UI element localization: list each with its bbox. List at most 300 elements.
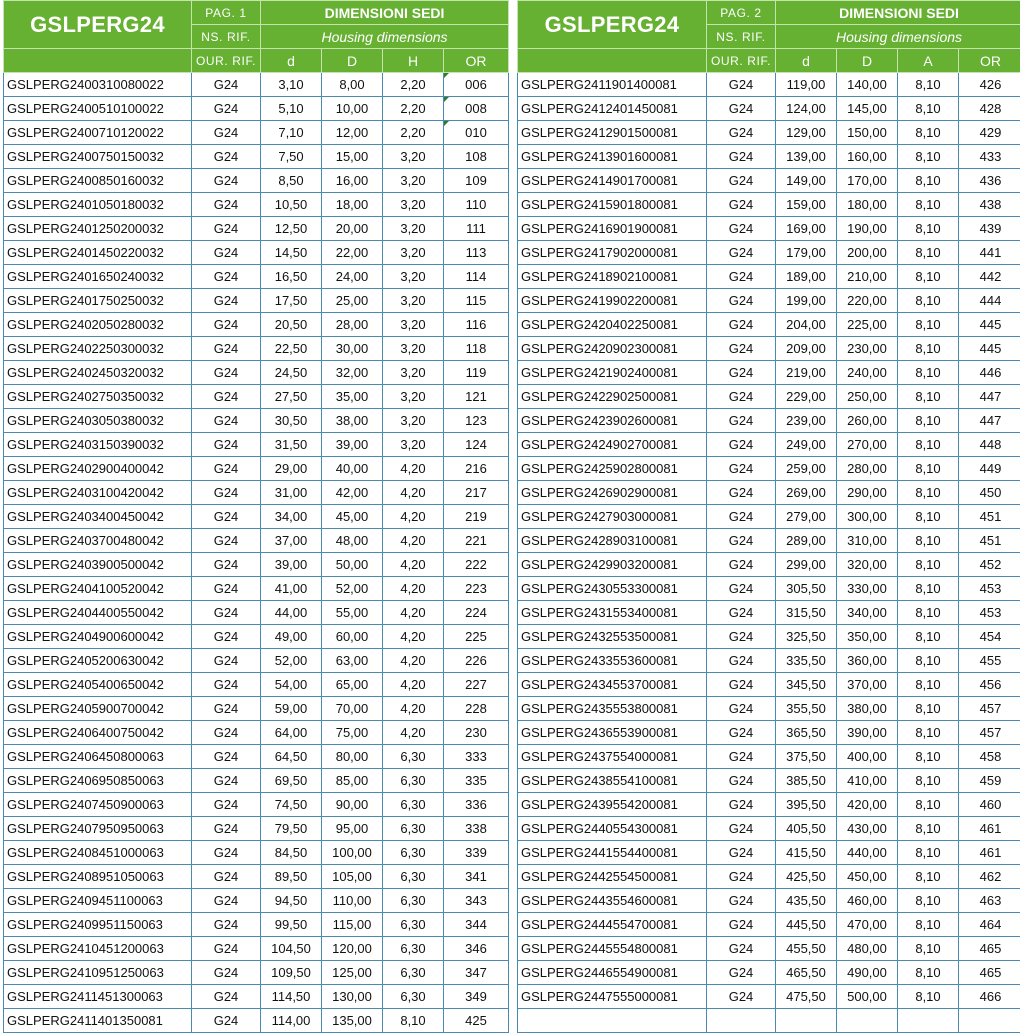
part-code-cell: GSLPERG2419902200081: [518, 289, 707, 313]
inner-diameter-cell: 30,50: [261, 409, 322, 433]
part-code-cell: GSLPERG2416901900081: [518, 217, 707, 241]
oring-cell: 426: [959, 73, 1020, 97]
table-row: [518, 697, 1020, 721]
outer-diameter-cell: 260,00: [837, 409, 898, 433]
outer-diameter-cell: 18,00: [322, 193, 383, 217]
part-code-cell: GSLPERG2427903000081: [518, 505, 707, 529]
table-row: [4, 889, 509, 913]
ref-cell: G24: [192, 649, 261, 673]
ref-cell: G24: [192, 73, 261, 97]
table-row: [518, 769, 1020, 793]
inner-diameter-cell: 7,50: [261, 145, 322, 169]
height-cell: 3,20: [383, 169, 444, 193]
height-cell: 8,10: [898, 97, 959, 121]
table-row: [518, 913, 1020, 937]
height-cell: 8,10: [898, 601, 959, 625]
oring-cell: 221: [444, 529, 509, 553]
ref-cell: G24: [707, 481, 776, 505]
table-row: [518, 169, 1020, 193]
outer-diameter-cell: 400,00: [837, 745, 898, 769]
oring-cell: 457: [959, 721, 1020, 745]
outer-diameter-cell: 42,00: [322, 481, 383, 505]
oring-cell: 465: [959, 937, 1020, 961]
inner-diameter-cell: 465,50: [776, 961, 837, 985]
part-code-cell: GSLPERG2428903100081: [518, 529, 707, 553]
table-row: [518, 553, 1020, 577]
height-cell: 2,20: [383, 73, 444, 97]
height-cell: 8,10: [898, 577, 959, 601]
height-cell: 3,20: [383, 409, 444, 433]
oring-cell: 428: [959, 97, 1020, 121]
left-table: [3, 0, 509, 1033]
height-cell: 6,30: [383, 961, 444, 985]
inner-diameter-cell: 375,50: [776, 745, 837, 769]
height-cell: 2,20: [383, 121, 444, 145]
inner-diameter-cell: 119,00: [776, 73, 837, 97]
height-cell: 3,20: [383, 193, 444, 217]
height-cell: 3,20: [383, 145, 444, 169]
table-row: [518, 385, 1020, 409]
inner-diameter-cell: 335,50: [776, 649, 837, 673]
oring-cell: 006: [444, 73, 509, 97]
right-table: [517, 0, 1020, 1033]
outer-diameter-cell: 230,00: [837, 337, 898, 361]
part-code-cell: GSLPERG2410451200063: [4, 937, 192, 961]
height-cell: 8,10: [898, 385, 959, 409]
outer-diameter-cell: 290,00: [837, 481, 898, 505]
ref-cell: G24: [192, 985, 261, 1009]
oring-cell: 460: [959, 793, 1020, 817]
oring-cell: 465: [959, 961, 1020, 985]
outer-diameter-cell: 380,00: [837, 697, 898, 721]
ref-cell: G24: [707, 577, 776, 601]
height-cell: 4,20: [383, 649, 444, 673]
table-row: [4, 217, 509, 241]
ref-cell: G24: [192, 505, 261, 529]
inner-diameter-cell: 395,50: [776, 793, 837, 817]
height-cell: 2,20: [383, 97, 444, 121]
housing-label: Housing dimensions: [261, 25, 509, 49]
outer-diameter-cell: 300,00: [837, 505, 898, 529]
oring-cell: 425: [444, 1009, 509, 1033]
ref-cell: G24: [192, 601, 261, 625]
ref-cell: G24: [192, 1009, 261, 1033]
oring-cell: 458: [959, 745, 1020, 769]
inner-diameter-cell: 14,50: [261, 241, 322, 265]
ref-cell: G24: [707, 241, 776, 265]
table-row: [518, 97, 1020, 121]
oring-cell: 459: [959, 769, 1020, 793]
ref-cell: G24: [707, 625, 776, 649]
inner-diameter-cell: 124,00: [776, 97, 837, 121]
ref-cell: G24: [707, 913, 776, 937]
outer-diameter-cell: 70,00: [322, 697, 383, 721]
part-code-cell: GSLPERG2409451100063: [4, 889, 192, 913]
oring-cell: 343: [444, 889, 509, 913]
ref-cell: G24: [707, 961, 776, 985]
part-code-cell: GSLPERG2446554900081: [518, 961, 707, 985]
inner-diameter-cell: 179,00: [776, 241, 837, 265]
part-code-cell: GSLPERG2402450320032: [4, 361, 192, 385]
table-row: [518, 865, 1020, 889]
inner-diameter-cell: 114,00: [261, 1009, 322, 1033]
ref-cell: G24: [192, 913, 261, 937]
outer-diameter-cell: 22,00: [322, 241, 383, 265]
ref-cell: G24: [707, 361, 776, 385]
ref-cell: G24: [707, 673, 776, 697]
outer-diameter-cell: 360,00: [837, 649, 898, 673]
outer-diameter-cell: 38,00: [322, 409, 383, 433]
oring-cell: 113: [444, 241, 509, 265]
part-code-cell: GSLPERG2432553500081: [518, 625, 707, 649]
inner-diameter-cell: 209,00: [776, 337, 837, 361]
col-header-a: A: [898, 49, 959, 73]
height-cell: 4,20: [383, 601, 444, 625]
part-code-cell: GSLPERG2407950950063: [4, 817, 192, 841]
inner-diameter-cell: 41,00: [261, 577, 322, 601]
ref-cell: G24: [707, 169, 776, 193]
ref-cell: G24: [192, 385, 261, 409]
part-code-cell: GSLPERG2431553400081: [518, 601, 707, 625]
ref-cell: G24: [707, 337, 776, 361]
outer-diameter-cell: 480,00: [837, 937, 898, 961]
oring-cell: 457: [959, 697, 1020, 721]
part-code-cell: GSLPERG2417902000081: [518, 241, 707, 265]
oring-cell: 008: [444, 97, 509, 121]
inner-diameter-cell: 99,50: [261, 913, 322, 937]
oring-cell: 341: [444, 865, 509, 889]
table-row: [518, 817, 1020, 841]
dimensions-title: DIMENSIONI SEDI: [261, 1, 509, 25]
table-row: [4, 193, 509, 217]
table-row: [518, 889, 1020, 913]
oring-cell: 444: [959, 289, 1020, 313]
outer-diameter-cell: 220,00: [837, 289, 898, 313]
table-row: [4, 721, 509, 745]
table-row: [4, 169, 509, 193]
height-cell: [898, 1009, 959, 1033]
inner-diameter-cell: 204,00: [776, 313, 837, 337]
oring-cell: 339: [444, 841, 509, 865]
inner-diameter-cell: 64,00: [261, 721, 322, 745]
inner-diameter-cell: 8,50: [261, 169, 322, 193]
height-cell: 8,10: [898, 769, 959, 793]
cell-comment-marker: [444, 121, 449, 126]
header-blank-cell: [518, 49, 707, 73]
part-code-cell: GSLPERG2407450900063: [4, 793, 192, 817]
part-code-cell: GSLPERG2404400550042: [4, 601, 192, 625]
ref-cell: G24: [707, 145, 776, 169]
part-code-cell: GSLPERG2401050180032: [4, 193, 192, 217]
table-row: [518, 793, 1020, 817]
part-code-cell: GSLPERG2410951250063: [4, 961, 192, 985]
ref-cell: G24: [192, 937, 261, 961]
oring-cell: 453: [959, 577, 1020, 601]
inner-diameter-cell: 299,00: [776, 553, 837, 577]
height-cell: 8,10: [898, 289, 959, 313]
table-row: [4, 841, 509, 865]
outer-diameter-cell: 170,00: [837, 169, 898, 193]
height-cell: 8,10: [898, 265, 959, 289]
part-code-cell: [518, 1009, 707, 1033]
height-cell: 8,10: [898, 313, 959, 337]
height-cell: 6,30: [383, 985, 444, 1009]
inner-diameter-cell: 29,00: [261, 457, 322, 481]
inner-diameter-cell: 20,50: [261, 313, 322, 337]
oring-cell: 450: [959, 481, 1020, 505]
table-row: [4, 481, 509, 505]
ref-cell: G24: [192, 121, 261, 145]
part-code-cell: GSLPERG2403400450042: [4, 505, 192, 529]
part-code-cell: GSLPERG2412901500081: [518, 121, 707, 145]
outer-diameter-cell: 95,00: [322, 817, 383, 841]
oring-cell: 227: [444, 673, 509, 697]
header-row-1: [4, 1, 509, 25]
inner-diameter-cell: 104,50: [261, 937, 322, 961]
inner-diameter-cell: 84,50: [261, 841, 322, 865]
table-row: [4, 697, 509, 721]
table-row: [4, 1009, 509, 1033]
oring-cell: 464: [959, 913, 1020, 937]
inner-diameter-cell: 31,00: [261, 481, 322, 505]
inner-diameter-cell: 59,00: [261, 697, 322, 721]
height-cell: 8,10: [898, 841, 959, 865]
inner-diameter-cell: 249,00: [776, 433, 837, 457]
part-code-cell: GSLPERG2415901800081: [518, 193, 707, 217]
ref-cell: G24: [707, 769, 776, 793]
height-cell: 6,30: [383, 937, 444, 961]
inner-diameter-cell: 315,50: [776, 601, 837, 625]
ref-cell: G24: [707, 841, 776, 865]
ref-cell: G24: [707, 265, 776, 289]
height-cell: 8,10: [898, 745, 959, 769]
height-cell: 8,10: [898, 433, 959, 457]
ns-rif-label: NS. RIF.: [707, 25, 776, 49]
part-code-cell: GSLPERG2400510100022: [4, 97, 192, 121]
table-row: [4, 601, 509, 625]
ref-cell: G24: [192, 337, 261, 361]
table-row: [518, 985, 1020, 1009]
table-row: [518, 289, 1020, 313]
table-row: [4, 313, 509, 337]
height-cell: 8,10: [898, 457, 959, 481]
height-cell: 8,10: [898, 817, 959, 841]
outer-diameter-cell: 500,00: [837, 985, 898, 1009]
part-code-cell: GSLPERG2420902300081: [518, 337, 707, 361]
table-row: [518, 433, 1020, 457]
ref-cell: G24: [192, 193, 261, 217]
inner-diameter-cell: 31,50: [261, 433, 322, 457]
part-code-cell: GSLPERG2421902400081: [518, 361, 707, 385]
outer-diameter-cell: 55,00: [322, 601, 383, 625]
oring-cell: 347: [444, 961, 509, 985]
inner-diameter-cell: 52,00: [261, 649, 322, 673]
outer-diameter-cell: 39,00: [322, 433, 383, 457]
height-cell: 8,10: [898, 697, 959, 721]
part-code-cell: GSLPERG2444554700081: [518, 913, 707, 937]
outer-diameter-cell: 8,00: [322, 73, 383, 97]
outer-diameter-cell: 190,00: [837, 217, 898, 241]
inner-diameter-cell: 229,00: [776, 385, 837, 409]
header-row-3: [4, 49, 509, 73]
height-cell: 6,30: [383, 769, 444, 793]
inner-diameter-cell: 425,50: [776, 865, 837, 889]
height-cell: 3,20: [383, 337, 444, 361]
oring-cell: 466: [959, 985, 1020, 1009]
inner-diameter-cell: 17,50: [261, 289, 322, 313]
outer-diameter-cell: 125,00: [322, 961, 383, 985]
part-code-cell: GSLPERG2408951050063: [4, 865, 192, 889]
ref-cell: G24: [707, 889, 776, 913]
table-row: [4, 745, 509, 769]
oring-cell: 333: [444, 745, 509, 769]
height-cell: 4,20: [383, 625, 444, 649]
outer-diameter-cell: 30,00: [322, 337, 383, 361]
oring-cell: 436: [959, 169, 1020, 193]
oring-cell: 442: [959, 265, 1020, 289]
ref-cell: G24: [192, 889, 261, 913]
part-code-cell: GSLPERG2402750350032: [4, 385, 192, 409]
outer-diameter-cell: 145,00: [837, 97, 898, 121]
part-code-cell: GSLPERG2405900700042: [4, 697, 192, 721]
part-code-cell: GSLPERG2402050280032: [4, 313, 192, 337]
oring-cell: 439: [959, 217, 1020, 241]
our-rif-label: OUR. RIF.: [707, 49, 776, 73]
outer-diameter-cell: 180,00: [837, 193, 898, 217]
height-cell: 8,10: [898, 649, 959, 673]
outer-diameter-cell: 115,00: [322, 913, 383, 937]
oring-cell: 441: [959, 241, 1020, 265]
height-cell: 8,10: [898, 913, 959, 937]
oring-cell: 449: [959, 457, 1020, 481]
table-row: [518, 673, 1020, 697]
part-code-cell: GSLPERG2401750250032: [4, 289, 192, 313]
outer-diameter-cell: 63,00: [322, 649, 383, 673]
table-row: [518, 457, 1020, 481]
height-cell: 8,10: [898, 73, 959, 97]
table-row: [4, 97, 509, 121]
oring-cell: 445: [959, 313, 1020, 337]
outer-diameter-cell: 100,00: [322, 841, 383, 865]
inner-diameter-cell: 16,50: [261, 265, 322, 289]
inner-diameter-cell: 39,00: [261, 553, 322, 577]
col-header-d: d: [261, 49, 322, 73]
oring-cell: 429: [959, 121, 1020, 145]
outer-diameter-cell: 150,00: [837, 121, 898, 145]
inner-diameter-cell: 149,00: [776, 169, 837, 193]
part-code-cell: GSLPERG2402900400042: [4, 457, 192, 481]
ref-cell: G24: [192, 265, 261, 289]
part-code-cell: GSLPERG2405200630042: [4, 649, 192, 673]
height-cell: 6,30: [383, 841, 444, 865]
table-row: [4, 769, 509, 793]
oring-cell: 228: [444, 697, 509, 721]
height-cell: 8,10: [898, 529, 959, 553]
housing-label: Housing dimensions: [776, 25, 1020, 49]
table-row: [518, 73, 1020, 97]
our-rif-label: OUR. RIF.: [192, 49, 261, 73]
height-cell: 4,20: [383, 481, 444, 505]
table-row: [4, 985, 509, 1009]
ref-cell: G24: [192, 817, 261, 841]
ref-cell: G24: [707, 601, 776, 625]
inner-diameter-cell: 27,50: [261, 385, 322, 409]
ref-cell: G24: [192, 169, 261, 193]
dimensions-title: DIMENSIONI SEDI: [776, 1, 1020, 25]
inner-diameter-cell: 405,50: [776, 817, 837, 841]
oring-cell: 223: [444, 577, 509, 601]
inner-diameter-cell: 49,00: [261, 625, 322, 649]
inner-diameter-cell: 54,00: [261, 673, 322, 697]
inner-diameter-cell: 219,00: [776, 361, 837, 385]
part-code-cell: GSLPERG2435553800081: [518, 697, 707, 721]
oring-cell: 225: [444, 625, 509, 649]
table-row: [518, 361, 1020, 385]
table-row: [518, 241, 1020, 265]
inner-diameter-cell: 12,50: [261, 217, 322, 241]
outer-diameter-cell: 410,00: [837, 769, 898, 793]
outer-diameter-cell: 310,00: [837, 529, 898, 553]
table-row: [518, 529, 1020, 553]
table-row: [518, 841, 1020, 865]
ref-cell: G24: [192, 409, 261, 433]
table-row: [518, 145, 1020, 169]
height-cell: 8,10: [898, 481, 959, 505]
header-blank-cell: [4, 49, 192, 73]
ref-cell: G24: [192, 433, 261, 457]
part-code-cell: GSLPERG2420402250081: [518, 313, 707, 337]
oring-cell: 219: [444, 505, 509, 529]
outer-diameter-cell: 10,00: [322, 97, 383, 121]
ref-cell: G24: [192, 769, 261, 793]
col-header-D: D: [322, 49, 383, 73]
part-code-cell: GSLPERG2402250300032: [4, 337, 192, 361]
oring-cell: 461: [959, 817, 1020, 841]
oring-cell: 114: [444, 265, 509, 289]
ref-cell: G24: [192, 721, 261, 745]
height-cell: 4,20: [383, 505, 444, 529]
part-code-cell: GSLPERG2401450220032: [4, 241, 192, 265]
table-row: [518, 265, 1020, 289]
inner-diameter-cell: 69,50: [261, 769, 322, 793]
inner-diameter-cell: 159,00: [776, 193, 837, 217]
ref-cell: G24: [707, 409, 776, 433]
height-cell: 4,20: [383, 673, 444, 697]
ref-cell: G24: [707, 289, 776, 313]
outer-diameter-cell: 110,00: [322, 889, 383, 913]
oring-cell: 217: [444, 481, 509, 505]
inner-diameter-cell: 5,10: [261, 97, 322, 121]
inner-diameter-cell: 10,50: [261, 193, 322, 217]
part-code-cell: GSLPERG2441554400081: [518, 841, 707, 865]
part-code-cell: GSLPERG2411451300063: [4, 985, 192, 1009]
part-code-cell: GSLPERG2400850160032: [4, 169, 192, 193]
oring-cell: 116: [444, 313, 509, 337]
table-title: GSLPERG24: [4, 1, 192, 49]
ref-cell: G24: [192, 529, 261, 553]
inner-diameter-cell: 64,50: [261, 745, 322, 769]
outer-diameter-cell: 390,00: [837, 721, 898, 745]
ref-cell: G24: [192, 217, 261, 241]
outer-diameter-cell: 45,00: [322, 505, 383, 529]
outer-diameter-cell: 52,00: [322, 577, 383, 601]
ref-cell: G24: [192, 97, 261, 121]
part-code-cell: GSLPERG2426902900081: [518, 481, 707, 505]
table-row: [518, 313, 1020, 337]
inner-diameter-cell: 24,50: [261, 361, 322, 385]
inner-diameter-cell: 3,10: [261, 73, 322, 97]
table-row: [4, 649, 509, 673]
